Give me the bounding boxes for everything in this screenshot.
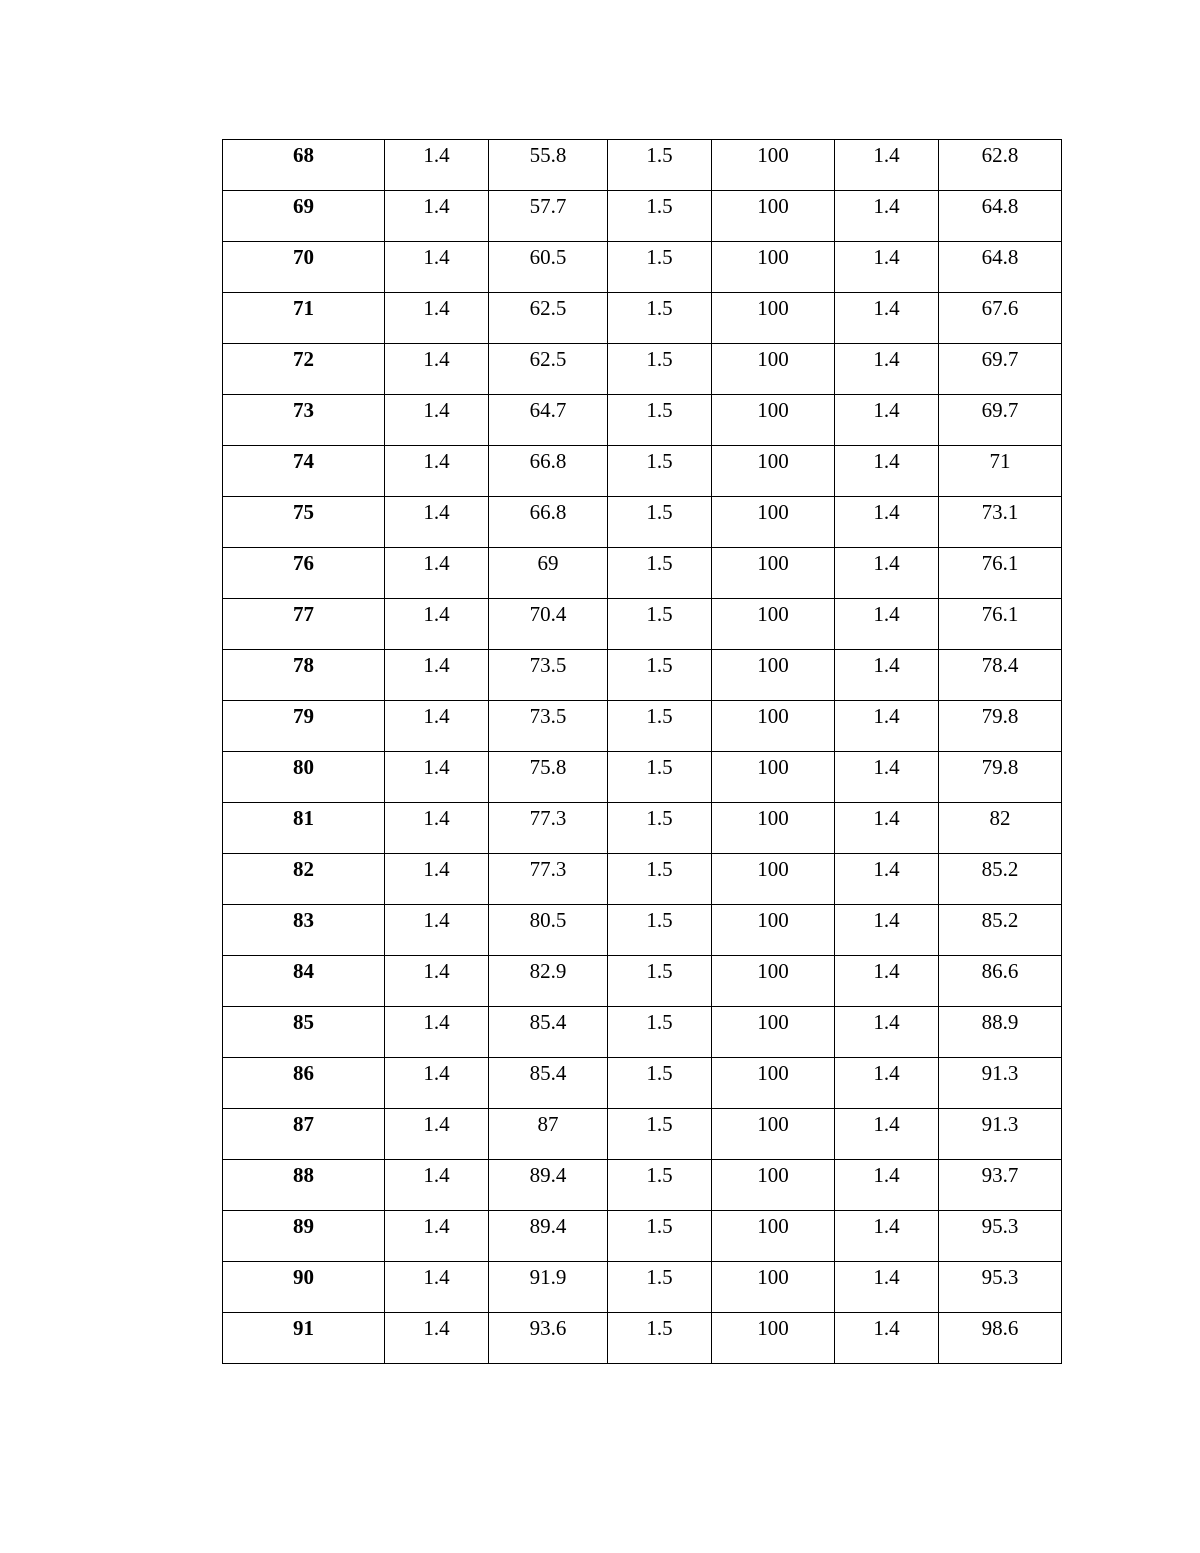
table-cell: 100 [712, 1211, 835, 1262]
row-label-cell: 71 [223, 293, 385, 344]
table-cell: 1.4 [835, 701, 939, 752]
table-cell: 100 [712, 1058, 835, 1109]
table-cell: 100 [712, 599, 835, 650]
table-cell: 93.6 [489, 1313, 608, 1364]
table-cell: 100 [712, 140, 835, 191]
table-cell: 1.5 [608, 701, 712, 752]
table-cell: 57.7 [489, 191, 608, 242]
table-cell: 1.5 [608, 599, 712, 650]
table-cell: 69.7 [939, 344, 1062, 395]
table-cell: 100 [712, 242, 835, 293]
table-cell: 100 [712, 1007, 835, 1058]
table-cell: 1.4 [385, 446, 489, 497]
table-cell: 1.4 [835, 395, 939, 446]
table-cell: 1.4 [385, 497, 489, 548]
table-row [223, 395, 1062, 446]
table-cell: 60.5 [489, 242, 608, 293]
table-cell: 70.4 [489, 599, 608, 650]
table-cell: 1.4 [385, 1160, 489, 1211]
table-cell: 100 [712, 1313, 835, 1364]
table-cell: 1.4 [835, 242, 939, 293]
table-cell: 1.4 [835, 344, 939, 395]
row-label-cell: 90 [223, 1262, 385, 1313]
table-cell: 1.4 [385, 1313, 489, 1364]
table-cell: 76.1 [939, 548, 1062, 599]
table-row [223, 650, 1062, 701]
table-cell: 89.4 [489, 1211, 608, 1262]
table-cell: 1.4 [385, 140, 489, 191]
row-label-cell: 83 [223, 905, 385, 956]
table-cell: 1.4 [385, 1109, 489, 1160]
table-cell: 1.4 [385, 1211, 489, 1262]
table-cell: 62.5 [489, 344, 608, 395]
row-label-cell: 80 [223, 752, 385, 803]
table-row [223, 293, 1062, 344]
table-cell: 86.6 [939, 956, 1062, 1007]
table-cell: 73.5 [489, 701, 608, 752]
table-cell: 1.4 [835, 1160, 939, 1211]
table-cell: 1.4 [385, 752, 489, 803]
table-cell: 100 [712, 497, 835, 548]
table-cell: 1.4 [385, 650, 489, 701]
table-row [223, 1109, 1062, 1160]
row-label-cell: 72 [223, 344, 385, 395]
table-cell: 62.8 [939, 140, 1062, 191]
table-row [223, 242, 1062, 293]
row-label-cell: 68 [223, 140, 385, 191]
table-row [223, 599, 1062, 650]
table-cell: 89.4 [489, 1160, 608, 1211]
table-cell: 100 [712, 191, 835, 242]
table-cell: 100 [712, 395, 835, 446]
table-cell: 76.1 [939, 599, 1062, 650]
table-cell: 1.5 [608, 497, 712, 548]
row-label-cell: 87 [223, 1109, 385, 1160]
table-cell: 1.5 [608, 803, 712, 854]
table-cell: 100 [712, 1262, 835, 1313]
table-cell: 1.4 [835, 1007, 939, 1058]
table-cell: 71 [939, 446, 1062, 497]
table-cell: 1.4 [385, 1058, 489, 1109]
table-row [223, 497, 1062, 548]
table-cell: 1.4 [835, 803, 939, 854]
table-cell: 1.4 [835, 1313, 939, 1364]
table-cell: 1.4 [835, 905, 939, 956]
row-label-cell: 85 [223, 1007, 385, 1058]
table-row [223, 1160, 1062, 1211]
table-cell: 98.6 [939, 1313, 1062, 1364]
table-row [223, 140, 1062, 191]
table-cell: 1.4 [835, 1109, 939, 1160]
table-cell: 85.2 [939, 854, 1062, 905]
table-cell: 1.4 [385, 191, 489, 242]
row-label-cell: 69 [223, 191, 385, 242]
table-cell: 1.4 [385, 395, 489, 446]
table-row [223, 803, 1062, 854]
table-cell: 1.4 [835, 752, 939, 803]
table-cell: 67.6 [939, 293, 1062, 344]
table-cell: 1.4 [835, 446, 939, 497]
table-cell: 100 [712, 293, 835, 344]
table-cell: 1.5 [608, 1058, 712, 1109]
table-cell: 77.3 [489, 803, 608, 854]
table-cell: 1.5 [608, 1109, 712, 1160]
table-cell: 1.4 [385, 1007, 489, 1058]
table-cell: 1.4 [835, 293, 939, 344]
table-cell: 1.5 [608, 344, 712, 395]
table-cell: 100 [712, 344, 835, 395]
table-cell: 100 [712, 1160, 835, 1211]
table-cell: 55.8 [489, 140, 608, 191]
table-row [223, 1211, 1062, 1262]
row-label-cell: 73 [223, 395, 385, 446]
table-cell: 100 [712, 854, 835, 905]
table-cell: 1.4 [835, 1211, 939, 1262]
row-label-cell: 70 [223, 242, 385, 293]
table-cell: 93.7 [939, 1160, 1062, 1211]
data-table [222, 139, 1062, 1364]
table-cell: 66.8 [489, 497, 608, 548]
table-row [223, 191, 1062, 242]
table-cell: 82.9 [489, 956, 608, 1007]
table-cell: 1.5 [608, 752, 712, 803]
table-cell: 1.5 [608, 1211, 712, 1262]
table-cell: 100 [712, 446, 835, 497]
table-cell: 66.8 [489, 446, 608, 497]
table-cell: 79.8 [939, 752, 1062, 803]
table-cell: 1.4 [385, 701, 489, 752]
table-cell: 1.5 [608, 1313, 712, 1364]
table-row [223, 446, 1062, 497]
table-row [223, 1262, 1062, 1313]
table-cell: 1.4 [835, 140, 939, 191]
table-cell: 1.4 [835, 1262, 939, 1313]
row-label-cell: 86 [223, 1058, 385, 1109]
table-cell: 100 [712, 752, 835, 803]
table-cell: 1.4 [385, 956, 489, 1007]
table-cell: 100 [712, 548, 835, 599]
table-cell: 62.5 [489, 293, 608, 344]
table-row [223, 905, 1062, 956]
table-cell: 1.4 [385, 242, 489, 293]
table-cell: 1.4 [385, 854, 489, 905]
table-cell: 1.5 [608, 1007, 712, 1058]
row-label-cell: 82 [223, 854, 385, 905]
table-cell: 1.5 [608, 191, 712, 242]
table-cell: 1.4 [385, 599, 489, 650]
table-cell: 1.4 [385, 548, 489, 599]
table-row [223, 752, 1062, 803]
table-cell: 1.4 [385, 1262, 489, 1313]
table-cell: 1.4 [385, 293, 489, 344]
row-label-cell: 75 [223, 497, 385, 548]
table-cell: 64.7 [489, 395, 608, 446]
table-cell: 64.8 [939, 191, 1062, 242]
row-label-cell: 88 [223, 1160, 385, 1211]
table-cell: 1.5 [608, 548, 712, 599]
table-cell: 1.4 [835, 497, 939, 548]
table-cell: 77.3 [489, 854, 608, 905]
table-cell: 75.8 [489, 752, 608, 803]
table-cell: 85.4 [489, 1007, 608, 1058]
table-cell: 1.4 [385, 905, 489, 956]
table-cell: 100 [712, 905, 835, 956]
row-label-cell: 74 [223, 446, 385, 497]
table-cell: 1.5 [608, 1160, 712, 1211]
table-cell: 1.4 [835, 191, 939, 242]
row-label-cell: 84 [223, 956, 385, 1007]
table-cell: 1.4 [835, 599, 939, 650]
table-cell: 1.5 [608, 650, 712, 701]
table-cell: 1.5 [608, 446, 712, 497]
table-cell: 100 [712, 956, 835, 1007]
table-cell: 1.5 [608, 1262, 712, 1313]
table-row [223, 854, 1062, 905]
table-cell: 1.5 [608, 956, 712, 1007]
table-cell: 1.4 [835, 854, 939, 905]
row-label-cell: 91 [223, 1313, 385, 1364]
table-cell: 69 [489, 548, 608, 599]
table-row [223, 344, 1062, 395]
table-row [223, 701, 1062, 752]
table-cell: 91.3 [939, 1109, 1062, 1160]
table-cell: 100 [712, 1109, 835, 1160]
table-cell: 100 [712, 650, 835, 701]
table-cell: 88.9 [939, 1007, 1062, 1058]
table-cell: 1.5 [608, 293, 712, 344]
table-cell: 100 [712, 701, 835, 752]
table-body [223, 140, 1062, 1364]
table-cell: 1.5 [608, 140, 712, 191]
table-cell: 73.1 [939, 497, 1062, 548]
table-cell: 64.8 [939, 242, 1062, 293]
table-cell: 85.2 [939, 905, 1062, 956]
row-label-cell: 78 [223, 650, 385, 701]
table-row [223, 1058, 1062, 1109]
table-cell: 95.3 [939, 1262, 1062, 1313]
table-cell: 85.4 [489, 1058, 608, 1109]
table-cell: 1.5 [608, 242, 712, 293]
table-cell: 73.5 [489, 650, 608, 701]
table-cell: 1.5 [608, 854, 712, 905]
table-cell: 100 [712, 803, 835, 854]
table-cell: 78.4 [939, 650, 1062, 701]
table-cell: 91.9 [489, 1262, 608, 1313]
row-label-cell: 81 [223, 803, 385, 854]
table-cell: 1.5 [608, 905, 712, 956]
row-label-cell: 79 [223, 701, 385, 752]
table-row [223, 956, 1062, 1007]
table-cell: 95.3 [939, 1211, 1062, 1262]
row-label-cell: 89 [223, 1211, 385, 1262]
table-cell: 1.4 [835, 650, 939, 701]
table-cell: 91.3 [939, 1058, 1062, 1109]
table-cell: 1.4 [835, 548, 939, 599]
table-cell: 1.4 [385, 344, 489, 395]
table-cell: 79.8 [939, 701, 1062, 752]
table-cell: 1.4 [385, 803, 489, 854]
table-row [223, 548, 1062, 599]
table-cell: 1.4 [835, 956, 939, 1007]
row-label-cell: 77 [223, 599, 385, 650]
row-label-cell: 76 [223, 548, 385, 599]
table-cell: 87 [489, 1109, 608, 1160]
table-cell: 1.5 [608, 395, 712, 446]
table-cell: 69.7 [939, 395, 1062, 446]
table-row [223, 1313, 1062, 1364]
table-row [223, 1007, 1062, 1058]
table-cell: 80.5 [489, 905, 608, 956]
table-cell: 82 [939, 803, 1062, 854]
table-cell: 1.4 [835, 1058, 939, 1109]
